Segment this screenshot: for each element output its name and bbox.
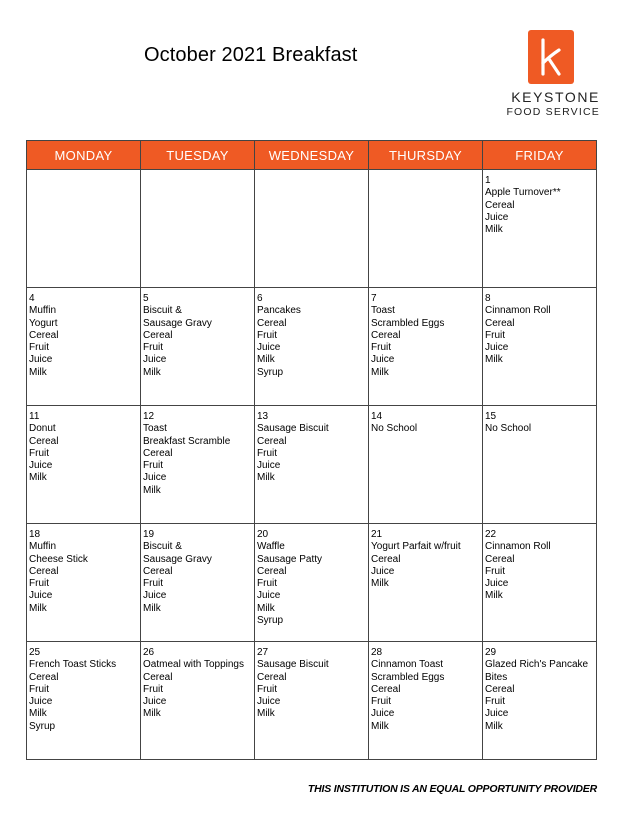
day-number: 28 — [371, 647, 383, 658]
menu-item: Fruit — [143, 460, 163, 472]
day-header-wednesday: WEDNESDAY — [255, 141, 369, 170]
menu-item: Juice — [257, 342, 281, 354]
menu-item: Glazed Rich's Pancake — [485, 659, 589, 671]
day-cell — [369, 288, 483, 406]
calendar-week-row — [27, 406, 597, 524]
day-number: 5 — [143, 293, 149, 304]
logo-k-glyph — [528, 30, 574, 84]
menu-item: Milk — [485, 720, 503, 732]
menu-item: Fruit — [257, 329, 277, 341]
day-cell — [27, 170, 141, 288]
day-cell — [483, 642, 597, 760]
menu-item: Cereal — [143, 329, 173, 341]
menu-item: Fruit — [143, 342, 163, 354]
menu-item: Cereal — [485, 199, 515, 211]
menu-item: Cereal — [143, 447, 173, 459]
day-number: 7 — [371, 293, 377, 304]
menu-item: Cereal — [257, 671, 287, 683]
menu-item: Bites — [485, 671, 508, 683]
brand-name: KEYSTONE — [511, 89, 600, 105]
day-number: 18 — [29, 529, 41, 540]
menu-item: Juice — [485, 211, 509, 223]
menu-item: Cereal — [371, 683, 401, 695]
day-cell — [27, 288, 141, 406]
day-cell — [483, 406, 597, 524]
brand-subtitle: FOOD SERVICE — [506, 106, 600, 118]
menu-item: Juice — [257, 460, 281, 472]
day-number: 20 — [257, 529, 269, 540]
day-number: 12 — [143, 411, 155, 422]
menu-item: Cinnamon Toast — [371, 659, 444, 671]
menu-item: Milk — [143, 708, 161, 720]
menu-item: Milk — [257, 708, 275, 720]
menu-item: Fruit — [257, 683, 277, 695]
day-cell — [255, 524, 369, 642]
menu-item: Milk — [485, 354, 503, 366]
menu-item: Sausage Biscuit — [257, 659, 329, 671]
menu-item: Milk — [29, 472, 47, 484]
menu-item: Cereal — [29, 435, 59, 447]
day-number: 8 — [485, 293, 491, 304]
menu-item: Juice — [485, 708, 509, 720]
menu-item: Pancakes — [257, 305, 301, 317]
menu-item: Juice — [29, 460, 53, 472]
day-header-thursday: THURSDAY — [369, 141, 483, 170]
menu-item: Biscuit & — [143, 305, 182, 317]
menu-item: Donut — [29, 423, 56, 435]
menu-item: Waffle — [257, 541, 285, 553]
day-number: 27 — [257, 647, 269, 658]
menu-item: Milk — [29, 366, 47, 378]
menu-item: Oatmeal with Toppings — [143, 659, 244, 671]
menu-item: Milk — [29, 602, 47, 614]
menu-item: Milk — [371, 578, 389, 590]
menu-item: Cereal — [29, 329, 59, 341]
menu-item: Fruit — [485, 565, 505, 577]
menu-item: Sausage Gravy — [143, 317, 212, 329]
menu-item: French Toast Sticks — [29, 659, 117, 671]
menu-item: Milk — [371, 366, 389, 378]
day-header-monday: MONDAY — [27, 141, 141, 170]
day-cell — [369, 642, 483, 760]
day-number: 15 — [485, 411, 497, 422]
menu-item: Apple Turnover** — [485, 187, 561, 199]
day-number: 22 — [485, 529, 497, 540]
menu-item: Toast — [143, 423, 167, 435]
menu-item: Cereal — [29, 671, 59, 683]
menu-item: Fruit — [29, 447, 49, 459]
menu-item: Cinnamon Roll — [485, 541, 551, 553]
menu-item: Biscuit & — [143, 541, 182, 553]
menu-item: Sausage Gravy — [143, 553, 212, 565]
menu-item: Fruit — [29, 342, 49, 354]
menu-item: Fruit — [143, 683, 163, 695]
day-number: 29 — [485, 647, 497, 658]
calendar-week-row — [27, 642, 597, 760]
day-cell — [141, 642, 255, 760]
menu-item: Juice — [371, 354, 395, 366]
day-number: 1 — [485, 175, 491, 186]
day-number: 25 — [29, 647, 41, 658]
menu-item: Fruit — [485, 329, 505, 341]
day-cell — [141, 406, 255, 524]
menu-item: Milk — [485, 590, 503, 602]
menu-item: Juice — [143, 590, 167, 602]
day-number: 6 — [257, 293, 263, 304]
menu-item: Milk — [29, 708, 47, 720]
calendar-week-row — [27, 288, 597, 406]
day-number: 19 — [143, 529, 155, 540]
menu-item: Sausage Biscuit — [257, 423, 329, 435]
menu-item: Syrup — [257, 366, 284, 378]
menu-item: Cereal — [143, 565, 173, 577]
menu-item: Breakfast Scramble — [143, 435, 231, 447]
menu-item: Milk — [257, 602, 275, 614]
menu-item: Cereal — [371, 329, 401, 341]
day-cell — [141, 170, 255, 288]
day-header-friday: FRIDAY — [483, 141, 597, 170]
day-cell — [27, 524, 141, 642]
calendar-body — [27, 170, 597, 760]
keystone-logo-icon — [528, 30, 574, 84]
day-cell — [483, 524, 597, 642]
menu-item: Fruit — [371, 696, 391, 708]
menu-item: Cereal — [485, 317, 515, 329]
day-header-tuesday: TUESDAY — [141, 141, 255, 170]
menu-item: Cereal — [257, 317, 287, 329]
menu-item: Toast — [371, 305, 395, 317]
menu-item: Fruit — [29, 683, 49, 695]
menu-item: Milk — [143, 602, 161, 614]
menu-item: Juice — [29, 696, 53, 708]
day-number: 13 — [257, 411, 269, 422]
menu-item: Syrup — [257, 615, 284, 627]
menu-item: No School — [371, 423, 418, 435]
menu-item: Juice — [485, 342, 509, 354]
day-number: 14 — [371, 411, 383, 422]
menu-item: Scrambled Eggs — [371, 671, 445, 683]
menu-item: Fruit — [257, 447, 277, 459]
menu-item: Juice — [371, 708, 395, 720]
menu-item: Cinnamon Roll — [485, 305, 551, 317]
day-cell — [141, 524, 255, 642]
menu-item: Juice — [29, 590, 53, 602]
menu-item: Milk — [257, 472, 275, 484]
menu-item: Cereal — [29, 565, 59, 577]
equal-opportunity-notice: THIS INSTITUTION IS AN EQUAL OPPORTUNITY PROVIDER — [307, 783, 597, 795]
menu-item: Juice — [143, 472, 167, 484]
menu-item: Fruit — [257, 578, 277, 590]
menu-item: Juice — [143, 696, 167, 708]
day-cell — [483, 288, 597, 406]
menu-item: Syrup — [29, 720, 56, 732]
day-cell — [27, 642, 141, 760]
menu-item: Cereal — [371, 553, 401, 565]
menu-item: Juice — [143, 354, 167, 366]
menu-item: Cereal — [143, 671, 173, 683]
day-cell — [27, 406, 141, 524]
menu-item: Yogurt Parfait w/fruit — [371, 541, 461, 553]
menu-item: Cereal — [257, 565, 287, 577]
day-cell — [255, 406, 369, 524]
menu-item: Juice — [371, 565, 395, 577]
menu-item: Juice — [257, 696, 281, 708]
menu-item: Milk — [371, 720, 389, 732]
day-number: 26 — [143, 647, 155, 658]
menu-item: Cereal — [485, 553, 515, 565]
menu-item: Cereal — [257, 435, 287, 447]
day-cell — [369, 524, 483, 642]
menu-item: Muffin — [29, 541, 57, 553]
menu-item: Fruit — [485, 696, 505, 708]
menu-item: Milk — [485, 224, 503, 236]
menu-item: Juice — [485, 578, 509, 590]
menu-item: Milk — [143, 484, 161, 496]
calendar-week-row — [27, 170, 597, 288]
calendar-week-row — [27, 524, 597, 642]
day-cell — [255, 642, 369, 760]
day-number: 4 — [29, 293, 35, 304]
menu-item: Fruit — [143, 578, 163, 590]
day-cell — [255, 288, 369, 406]
day-cell — [369, 170, 483, 288]
day-cell — [483, 170, 597, 288]
page-title: October 2021 Breakfast — [144, 44, 358, 66]
menu-item: Fruit — [29, 578, 49, 590]
menu-calendar — [26, 140, 597, 760]
menu-item: Cheese Stick — [29, 553, 88, 565]
menu-item: No School — [485, 423, 532, 435]
menu-item: Yogurt — [29, 317, 58, 329]
menu-item: Sausage Patty — [257, 553, 323, 565]
menu-item: Milk — [143, 366, 161, 378]
menu-item: Milk — [257, 354, 275, 366]
menu-item: Scrambled Eggs — [371, 317, 445, 329]
day-cell — [255, 170, 369, 288]
weekday-header-row — [27, 141, 597, 170]
day-cell — [369, 406, 483, 524]
menu-item: Juice — [29, 354, 53, 366]
day-number: 11 — [29, 411, 40, 422]
menu-item: Fruit — [371, 342, 391, 354]
day-cell — [141, 288, 255, 406]
day-number: 21 — [371, 529, 383, 540]
menu-item: Juice — [257, 590, 281, 602]
menu-item: Cereal — [485, 683, 515, 695]
menu-item: Muffin — [29, 305, 57, 317]
